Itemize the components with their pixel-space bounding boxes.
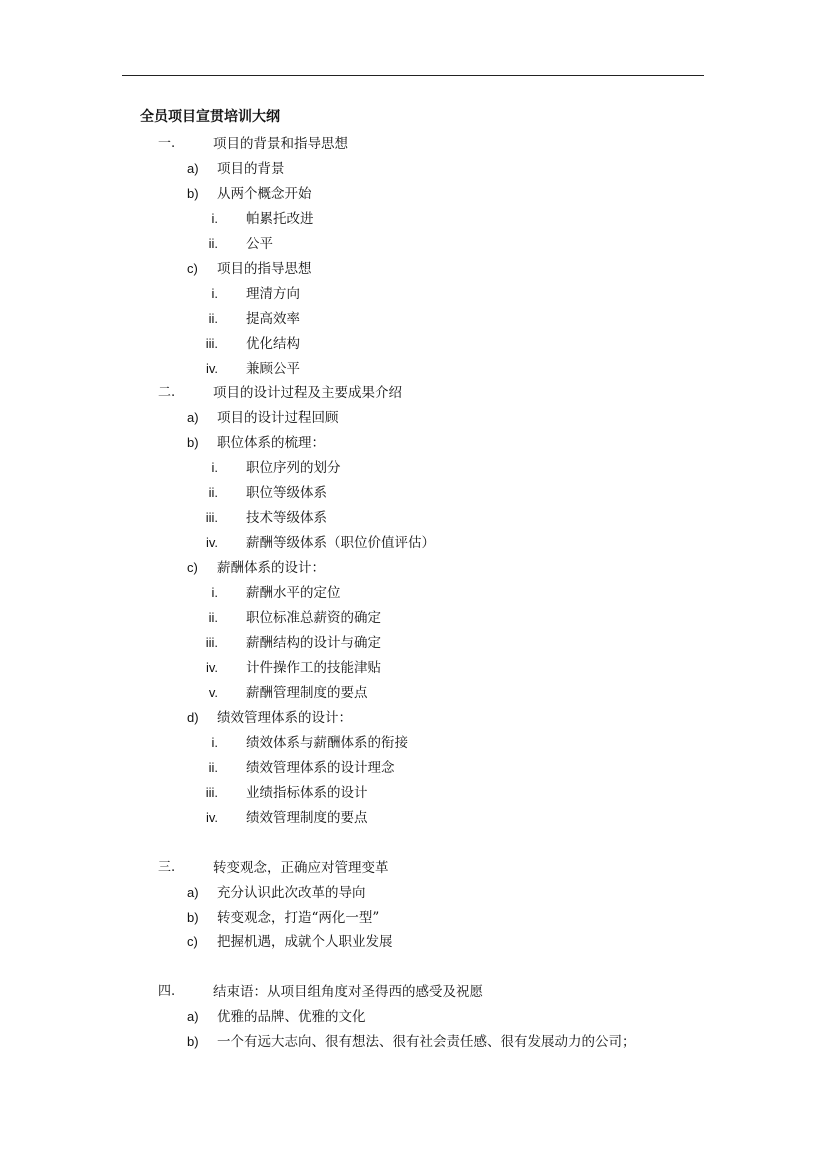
list-item-text: 兼顾公平 — [246, 361, 300, 377]
list-marker: i. — [211, 735, 218, 750]
list-item-text: 绩效体系与薪酬体系的衔接 — [246, 735, 408, 751]
list-item-text: 项目的设计过程回顾 — [217, 410, 339, 426]
list-marker: i. — [211, 211, 218, 226]
list-item-text: 薪酬结构的设计与确定 — [246, 635, 381, 651]
list-item-text: 项目的设计过程及主要成果介绍 — [213, 385, 402, 401]
list-marker: 三. — [158, 860, 176, 875]
header-rule — [122, 75, 704, 76]
list-item-text: 薪酬等级体系（职位价值评估） — [246, 535, 435, 551]
list-item-text: 项目的背景和指导思想 — [213, 136, 348, 152]
list-marker: 一. — [158, 136, 176, 151]
list-marker: d) — [187, 710, 199, 725]
list-item-text: 绩效管理制度的要点 — [246, 810, 368, 826]
list-item-text: 项目的指导思想 — [217, 261, 312, 277]
list-marker: 四. — [158, 984, 176, 999]
list-item-text: 把握机遇，成就个人职业发展 — [217, 934, 393, 950]
list-item-text: 薪酬管理制度的要点 — [246, 685, 368, 701]
list-marker: a) — [187, 1009, 199, 1024]
list-marker: c) — [187, 934, 198, 949]
list-marker: iii. — [205, 785, 218, 800]
list-marker: i. — [211, 286, 218, 301]
list-marker: iv. — [205, 535, 218, 550]
list-marker: ii. — [208, 610, 218, 625]
list-marker: b) — [187, 186, 199, 201]
list-item-text: 从两个概念开始 — [217, 186, 312, 202]
list-item-text: 薪酬体系的设计： — [217, 560, 325, 576]
list-item-text: 优雅的品牌、优雅的文化 — [217, 1009, 366, 1025]
list-item-text: 技术等级体系 — [246, 510, 327, 526]
list-item-text: 绩效管理体系的设计： — [217, 710, 352, 726]
list-item-text: 业绩指标体系的设计 — [246, 785, 368, 801]
list-item-text: 项目的背景 — [217, 161, 285, 177]
list-item-text: 理清方向 — [246, 286, 300, 302]
list-item-text: 职位标准总薪资的确定 — [246, 610, 381, 626]
list-marker: c) — [187, 560, 198, 575]
list-item-text: 一个有远大志向、很有想法、很有社会责任感、很有发展动力的公司； — [217, 1034, 636, 1050]
list-marker: v. — [208, 685, 218, 700]
list-item-text: 职位体系的梳理： — [217, 435, 325, 451]
list-marker: ii. — [208, 760, 218, 775]
list-item-text: 帕累托改进 — [246, 211, 314, 227]
list-marker: i. — [211, 460, 218, 475]
list-marker: a) — [187, 885, 199, 900]
list-marker: b) — [187, 435, 199, 450]
list-item-text: 绩效管理体系的设计理念 — [246, 760, 395, 776]
list-item-text: 转变观念，打造“两化一型” — [217, 910, 380, 926]
list-marker: iv. — [205, 361, 218, 376]
list-marker: c) — [187, 261, 198, 276]
list-item-text: 提高效率 — [246, 311, 300, 327]
list-item-text: 薪酬水平的定位 — [246, 585, 341, 601]
list-item-text: 优化结构 — [246, 336, 300, 352]
list-marker: iii. — [205, 635, 218, 650]
list-marker: iii. — [205, 336, 218, 351]
list-item-text: 职位等级体系 — [246, 485, 327, 501]
list-marker: 二. — [158, 385, 176, 400]
list-marker: ii. — [208, 236, 218, 251]
list-marker: a) — [187, 161, 199, 176]
list-item-text: 公平 — [246, 236, 273, 252]
list-marker: iii. — [205, 510, 218, 525]
list-marker: b) — [187, 910, 199, 925]
document-title: 全员项目宣贯培训大纲 — [140, 109, 280, 125]
list-item-text: 职位序列的划分 — [246, 460, 341, 476]
list-marker: a) — [187, 410, 199, 425]
list-item-text: 充分认识此次改革的导向 — [217, 885, 366, 901]
list-marker: iv. — [205, 810, 218, 825]
list-marker: ii. — [208, 311, 218, 326]
list-item-text: 转变观念，正确应对管理变革 — [213, 860, 389, 876]
list-marker: ii. — [208, 485, 218, 500]
list-marker: iv. — [205, 660, 218, 675]
list-marker: i. — [211, 585, 218, 600]
list-item-text: 结束语：从项目组角度对圣得西的感受及祝愿 — [213, 984, 483, 1000]
list-item-text: 计件操作工的技能津贴 — [246, 660, 381, 676]
list-marker: b) — [187, 1034, 199, 1049]
